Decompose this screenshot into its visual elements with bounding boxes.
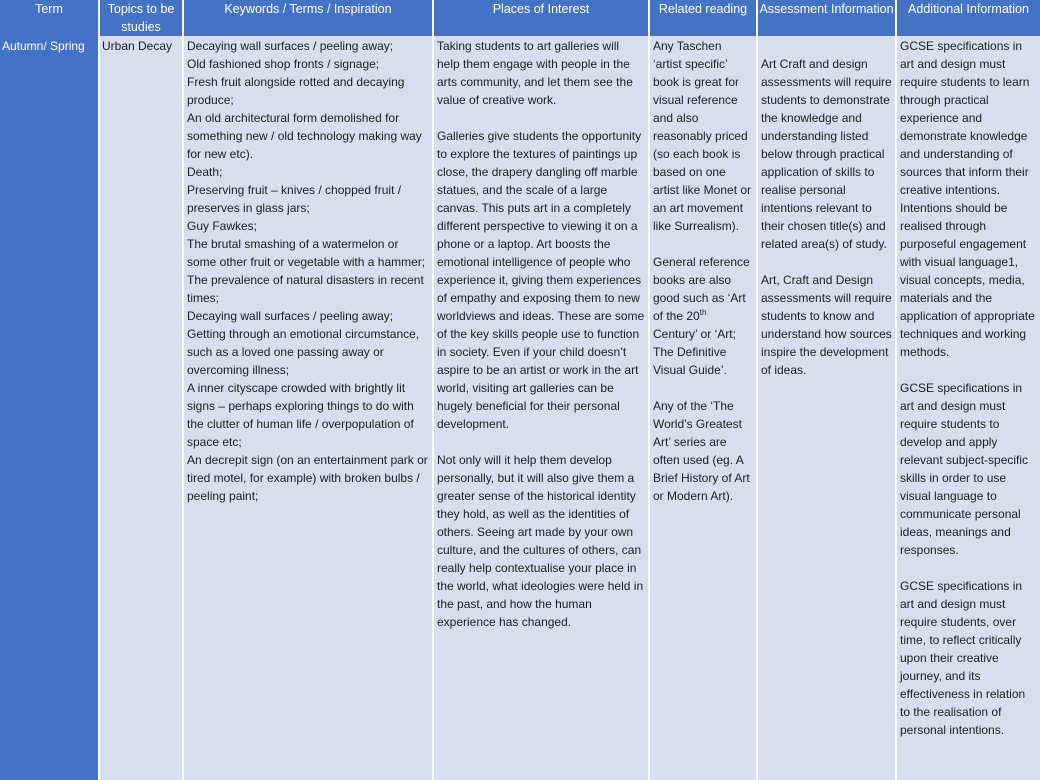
keyword-item: Getting through an emotional circumstance, such as a loved one passing away or overcoming illness;: [187, 327, 420, 377]
additional-paragraph: GCSE specifications in art and design must require students, over time, to reflect critically upon their creative journey, and its effectiveness in relation to the realisation of personal intentions.: [900, 579, 1026, 737]
assessment-paragraph: Art, Craft and Design assessments will require students to know and understand how sources inspire the development of ideas.: [761, 273, 892, 377]
assessment-paragraph: Art Craft and design assessments will require students to demonstrate the knowledge and understanding listed below through practical application of skills to realise personal intentions relevant to their chosen title(s) and related area(s) of study.: [761, 57, 892, 251]
additional-column: [897, 0, 1040, 780]
header-additional: Additional Information: [897, 0, 1040, 36]
places-paragraph: Not only will it help them develop personally, but it will also give them a greater sense of the historical identity they hold, as well as the identities of others. Seeing art made by your own culture, and the cultures of others, can really help contextualise your place in the world, what ideologies were held in the past, and how the human experience has changed.: [437, 453, 644, 629]
assessment-column: [758, 0, 895, 780]
reading-column: [650, 0, 756, 780]
header-assessment: Assessment Information: [758, 0, 895, 36]
header-topics: Topics to be studies: [100, 0, 182, 36]
places-cell: [434, 36, 648, 780]
keyword-item: Decaying wall surfaces / peeling away;: [187, 309, 394, 323]
keywords-column: [184, 0, 432, 780]
keyword-item: Preserving fruit – knives / chopped fruit / preserves in glass jars;: [187, 183, 402, 215]
header-term: Term: [0, 0, 98, 36]
additional-paragraph: GCSE specifications in art and design must require students to develop and apply relevant subject-specific skills in order to use visual language to communicate personal ideas, meanings and responses.: [900, 381, 1029, 557]
keyword-item: The prevalence of natural disasters in recent times;: [187, 273, 424, 305]
header-keywords: Keywords / Terms / Inspiration: [184, 0, 432, 36]
keyword-item: Old fashioned shop fronts / signage;: [187, 57, 380, 71]
keywords-cell: [184, 36, 432, 780]
header-reading: Related reading: [650, 0, 756, 36]
additional-paragraph: GCSE specifications in art and design must require students to learn through practical experience and demonstrate knowledge and understanding of sources that inform their creative intentions. Intentions should be realised through purposeful engagement with visual language1, visual concepts, media, materials and the application of appropriate techniques and working methods.: [900, 39, 1035, 359]
term-column: [0, 0, 98, 780]
keyword-item: An old architectural form demolished for something new / old technology making way for new etc).: [187, 111, 422, 161]
assessment-cell: [758, 36, 895, 780]
reading-cell: [650, 36, 756, 780]
header-places: Places of Interest: [434, 0, 648, 36]
keyword-item: Guy Fawkes;: [187, 219, 258, 233]
topics-column: [100, 0, 182, 780]
keyword-item: An decrepit sign (on an entertainment park or tired motel, for example) with broken bulbs / peeling paint;: [187, 453, 428, 503]
keyword-item: Decaying wall surfaces / peeling away;: [187, 39, 394, 53]
additional-cell: [897, 36, 1040, 780]
reading-paragraph: Any of the ‘The World’s Greatest Art’ series are often used (eg. A Brief History of Art or Modern Art).: [653, 399, 750, 503]
keyword-item: The brutal smashing of a watermelon or some other fruit or vegetable with a hammer;: [187, 237, 426, 269]
topic-cell: [100, 36, 182, 780]
term-value: Autumn/ Spring: [2, 39, 85, 53]
reading-paragraph: General reference books are also good such as ‘Art of the 20th Century’ or ‘Art; The Definitive Visual Guide’.: [653, 255, 750, 377]
term-cell: [0, 36, 98, 780]
keyword-item: A inner cityscape crowded with brightly lit signs – perhaps exploring things to do with the clutter of human life / overpopulation of space etc;: [187, 381, 414, 449]
keyword-item: Fresh fruit alongside rotted and decaying produce;: [187, 75, 405, 107]
reading-paragraph: Any Taschen ‘artist specific’ book is great for visual reference and also reasonably priced (so each book is based on one artist like Monet or an art movement like Surrealism).: [653, 39, 752, 233]
places-column: [434, 0, 648, 780]
places-paragraph: Taking students to art galleries will help them engage with people in the arts community, and let them see the value of creative work.: [437, 39, 633, 107]
places-paragraph: Galleries give students the opportunity to explore the textures of paintings up close, the drapery dangling off marble statues, and the scale of a large canvas. This puts art in a completely different perspective to viewing it on a phone or a laptop. Art boosts the emotional intelligence of people who experience it, giving them experiences of empathy and exposing them to new worldviews and ideas. These are some of the key skills people use to function in society. Even if your child doesn’t aspire to be an artist or work in the art world, visiting art galleries can be hugely beneficial for their personal development.: [437, 129, 645, 431]
keyword-item: Death;: [187, 165, 223, 179]
topic-value: Urban Decay: [102, 39, 173, 53]
